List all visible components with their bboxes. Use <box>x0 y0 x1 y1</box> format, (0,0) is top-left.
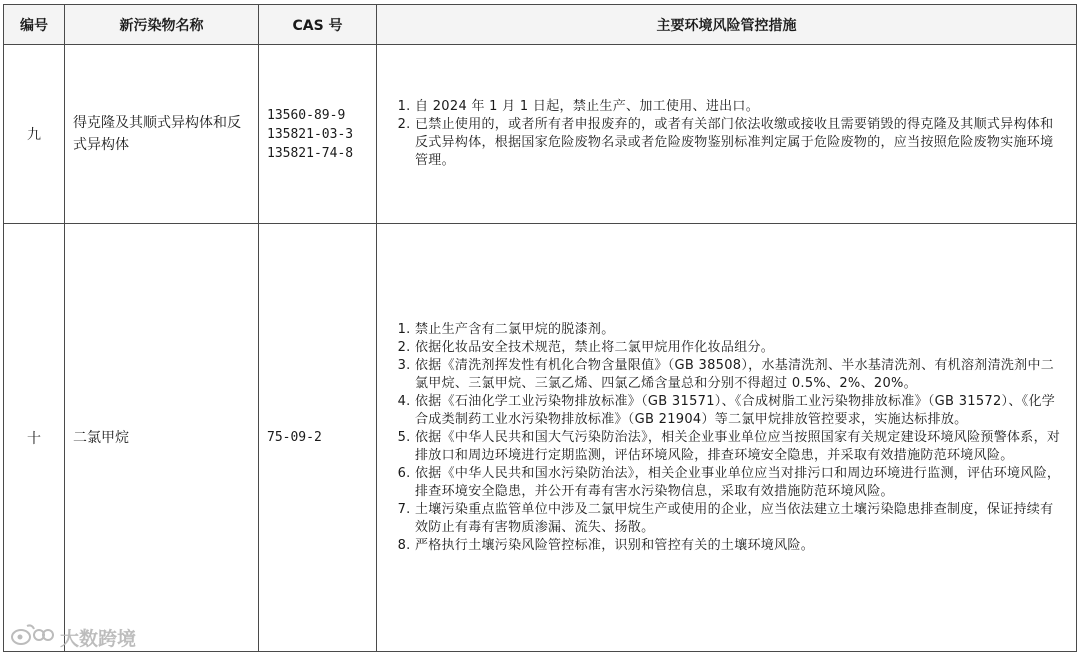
measure-item: 6. 依据《中华人民共和国水污染防治法》，相关企业事业单位应当对排污口和周边环境进行监测，评估环境风险，排查环境安全隐患，并公开有毒有害水污染物信息，采取有效措施防范环境风险。 <box>415 465 1062 501</box>
measure-item: 8. 严格执行土壤污染风险管控标准，识别和管控有关的土壤环境风险。 <box>415 537 1062 555</box>
weibo-logo-icon <box>10 622 54 653</box>
row-number: 十 <box>4 224 65 652</box>
cas-number: 13560-89-9 <box>267 107 346 123</box>
measure-item: 3. 依据《清洗剂挥发性有机化合物含量限值》（GB 38508），水基清洗剂、半水基清洗剂、有机溶剂清洗剂中二氯甲烷、三氯甲烷、三氯乙烯、四氯乙烯含量总和分别不得超过 0.5%、2%、20%。 <box>415 357 1062 393</box>
measure-item: 1. 自 2024 年 1 月 1 日起，禁止生产、加工使用、进出口。 <box>415 98 1062 116</box>
measure-item: 1. 禁止生产含有二氯甲烷的脱漆剂。 <box>415 321 1062 339</box>
measure-item: 2. 已禁止使用的，或者所有者申报废弃的，或者有关部门依法收缴或接收且需要销毁的得克隆及其顺式异构体和反式异构体，根据国家危险废物名录或者危险废物鉴别标准判定属于危险废物的，应当按照危险废物实施环境管理。 <box>415 116 1062 170</box>
pollutant-name: 二氯甲烷 <box>65 224 259 652</box>
measure-item: 5. 依据《中华人民共和国大气污染防治法》，相关企业事业单位应当按照国家有关规定建设环境风险预警体系，对排放口和周边环境进行定期监测，评估环境风险，排查环境安全隐患，并采取有效措施防范环境风险。 <box>415 429 1062 465</box>
measure-item: 7. 土壤污染重点监管单位中涉及二氯甲烷生产或使用的企业，应当依法建立土壤污染隐患排查制度，保证持续有效防止有毒有害物质渗漏、流失、扬散。 <box>415 501 1062 537</box>
control-measures <box>377 224 1077 652</box>
header-control-measures: 主要环境风险管控措施 <box>377 5 1077 45</box>
pollutant-name: 得克隆及其顺式异构体和反式异构体 <box>65 45 259 224</box>
cas-number: 135821-03-3 <box>267 126 354 142</box>
watermark <box>10 622 136 652</box>
watermark-text: 大数跨境 <box>60 627 137 650</box>
table-row <box>4 224 1077 652</box>
cas-numbers <box>259 45 377 224</box>
measure-item: 4. 依据《石油化学工业污染物排放标准》（GB 31571）、《合成树脂工业污染物排放标准》（GB 31572）、《化学合成类制药工业水污染物排放标准》（GB 21904）等二氯甲烷排放管控要求，实施达标排放。 <box>415 393 1062 429</box>
measure-list <box>391 98 1062 170</box>
cas-numbers <box>259 224 377 652</box>
header-cas-number: CAS 号 <box>259 5 377 45</box>
pollutant-control-table <box>3 4 1077 652</box>
cas-number: 75-09-2 <box>267 430 322 445</box>
table-row <box>4 45 1077 224</box>
control-measures <box>377 45 1077 224</box>
header-pollutant-name: 新污染物名称 <box>65 5 259 45</box>
table-header-row <box>4 5 1077 45</box>
row-number: 九 <box>4 45 65 224</box>
header-number: 编号 <box>4 5 65 45</box>
cas-number: 135821-74-8 <box>267 145 354 161</box>
measure-item: 2. 依据化妆品安全技术规范，禁止将二氯甲烷用作化妆品组分。 <box>415 339 1062 357</box>
measure-list <box>391 321 1062 555</box>
